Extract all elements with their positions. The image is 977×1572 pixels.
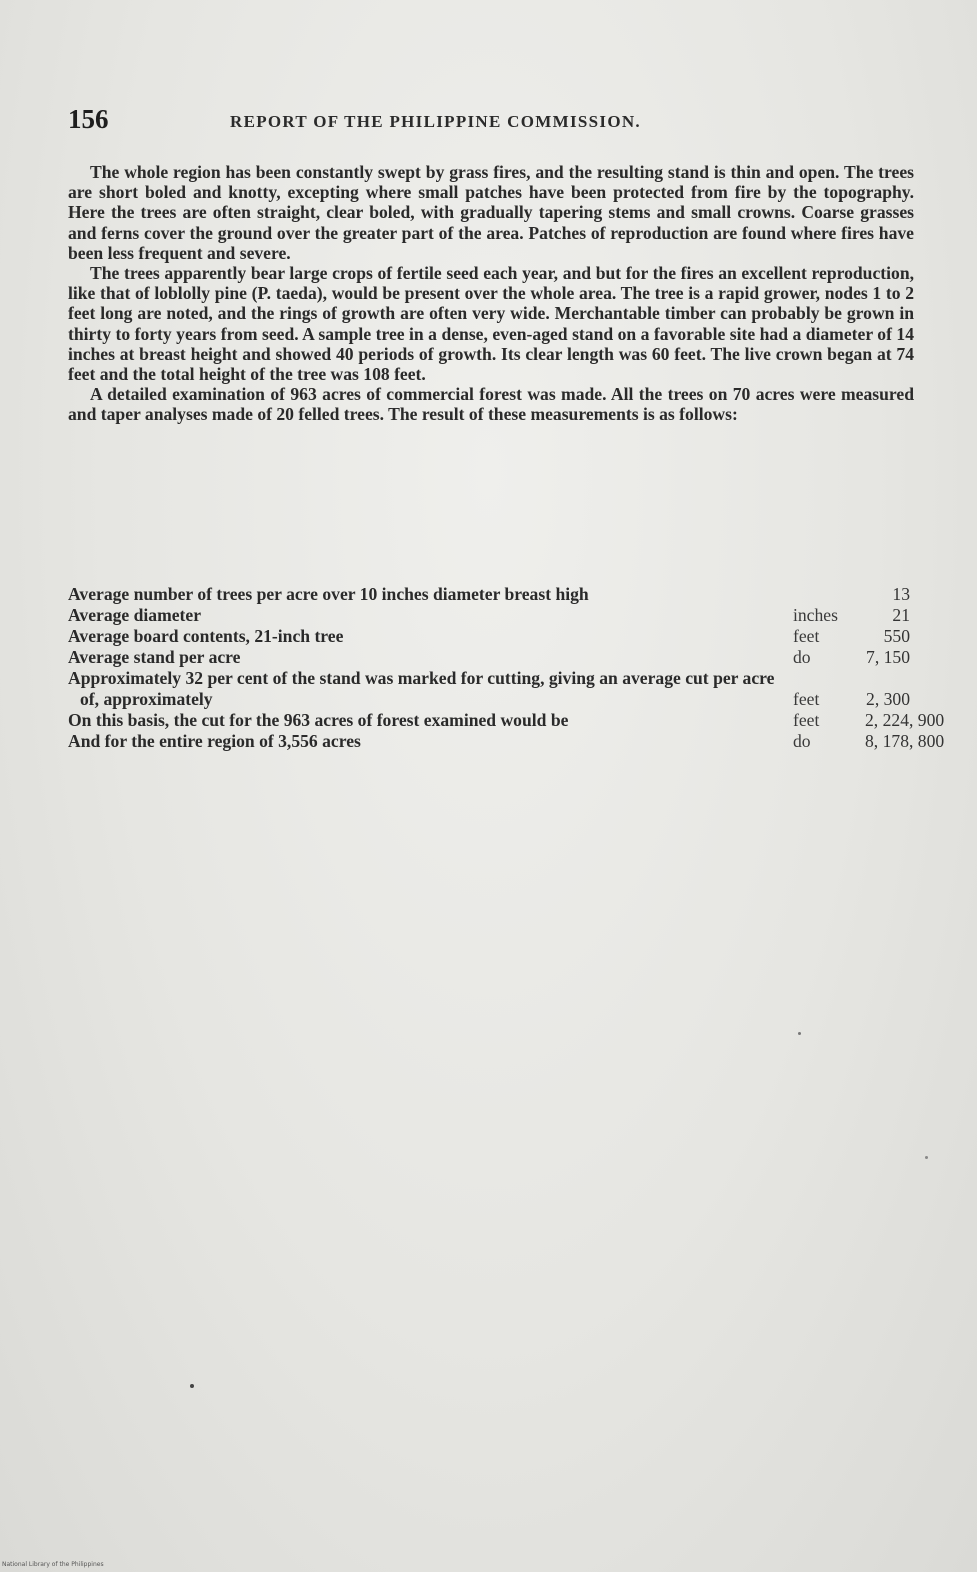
measurement-unit: feet bbox=[793, 689, 820, 709]
measurement-value: 2, 224, 900 bbox=[865, 710, 945, 730]
measurement-value: 8, 178, 800 bbox=[865, 731, 945, 751]
measurement-value: 2, 300 bbox=[866, 689, 910, 709]
running-title: REPORT OF THE PHILIPPINE COMMISSION. bbox=[230, 112, 641, 131]
measurement-unit: feet bbox=[793, 626, 820, 646]
measurement-unit: inches bbox=[793, 605, 838, 625]
measurement-value: 13 bbox=[892, 584, 910, 604]
measurement-row bbox=[68, 668, 910, 710]
footer-credit: National Library of the Philippines bbox=[2, 1561, 104, 1568]
ink-speck bbox=[798, 1032, 801, 1035]
measurement-unit: do bbox=[793, 731, 811, 751]
ink-speck bbox=[925, 1156, 928, 1159]
paragraph: A detailed examination of 963 acres of commercial forest was made. All the trees on 70 acres were measured and taper analyses made of 20 felled trees. The result of these measurements is as follows: bbox=[68, 384, 914, 425]
measurements-table bbox=[68, 584, 945, 752]
measurement-value: 21 bbox=[892, 605, 910, 625]
measurement-row bbox=[68, 647, 910, 668]
measurement-value: 7, 150 bbox=[866, 647, 910, 667]
measurement-unit: feet bbox=[793, 710, 820, 730]
measurement-row bbox=[68, 584, 910, 605]
measurement-label: Approximately 32 per cent of the stand was marked for cutting, giving an average cut per acre of, approximately bbox=[68, 668, 775, 709]
measurement-label: Average diameter bbox=[68, 605, 202, 625]
measurement-label: On this basis, the cut for the 963 acres of forest examined would be bbox=[68, 710, 569, 730]
measurement-row bbox=[68, 626, 910, 647]
measurement-label: Average stand per acre bbox=[68, 647, 241, 667]
paragraph: The trees apparently bear large crops of fertile seed each year, and but for the fires an excellent reproduction, like that of loblolly pine (P. taeda), would be present over the whole area. The tree is a rapid grower, nodes 1 to 2 feet long are noted, and the rings of growth are often very wide. Merchantable timber can probably be grown in thirty to forty years from seed. A sample tree in a dense, even-aged stand on a favorable site had a diameter of 14 inches at breast height and showed 40 periods of growth. Its clear length was 60 feet. The live crown began at 74 feet and the total height of the tree was 108 feet. bbox=[68, 263, 914, 385]
measurement-label: And for the entire region of 3,556 acres bbox=[68, 731, 361, 751]
measurement-unit: do bbox=[793, 647, 811, 667]
paragraph: The whole region has been constantly swept by grass fires, and the resulting stand is thin and open. The trees are short boled and knotty, excepting where small patches have been protected from fire by the topography. Here the trees are often straight, clear boled, with gradually tapering stems and small crowns. Coarse grasses and ferns cover the ground over the greater part of the area. Patches of reproduction are found where fires have been less frequent and severe. bbox=[68, 162, 914, 263]
measurement-row bbox=[68, 731, 945, 752]
measurement-label: Average number of trees per acre over 10 inches diameter breast high bbox=[68, 584, 589, 604]
page-header bbox=[68, 104, 918, 144]
measurement-row bbox=[68, 710, 945, 731]
measurement-value: 550 bbox=[883, 626, 910, 646]
ink-speck bbox=[190, 1384, 194, 1388]
measurement-row bbox=[68, 605, 910, 626]
body-text bbox=[68, 162, 914, 425]
measurement-label: Average board contents, 21-inch tree bbox=[68, 626, 344, 646]
page-number: 156 bbox=[68, 104, 109, 134]
